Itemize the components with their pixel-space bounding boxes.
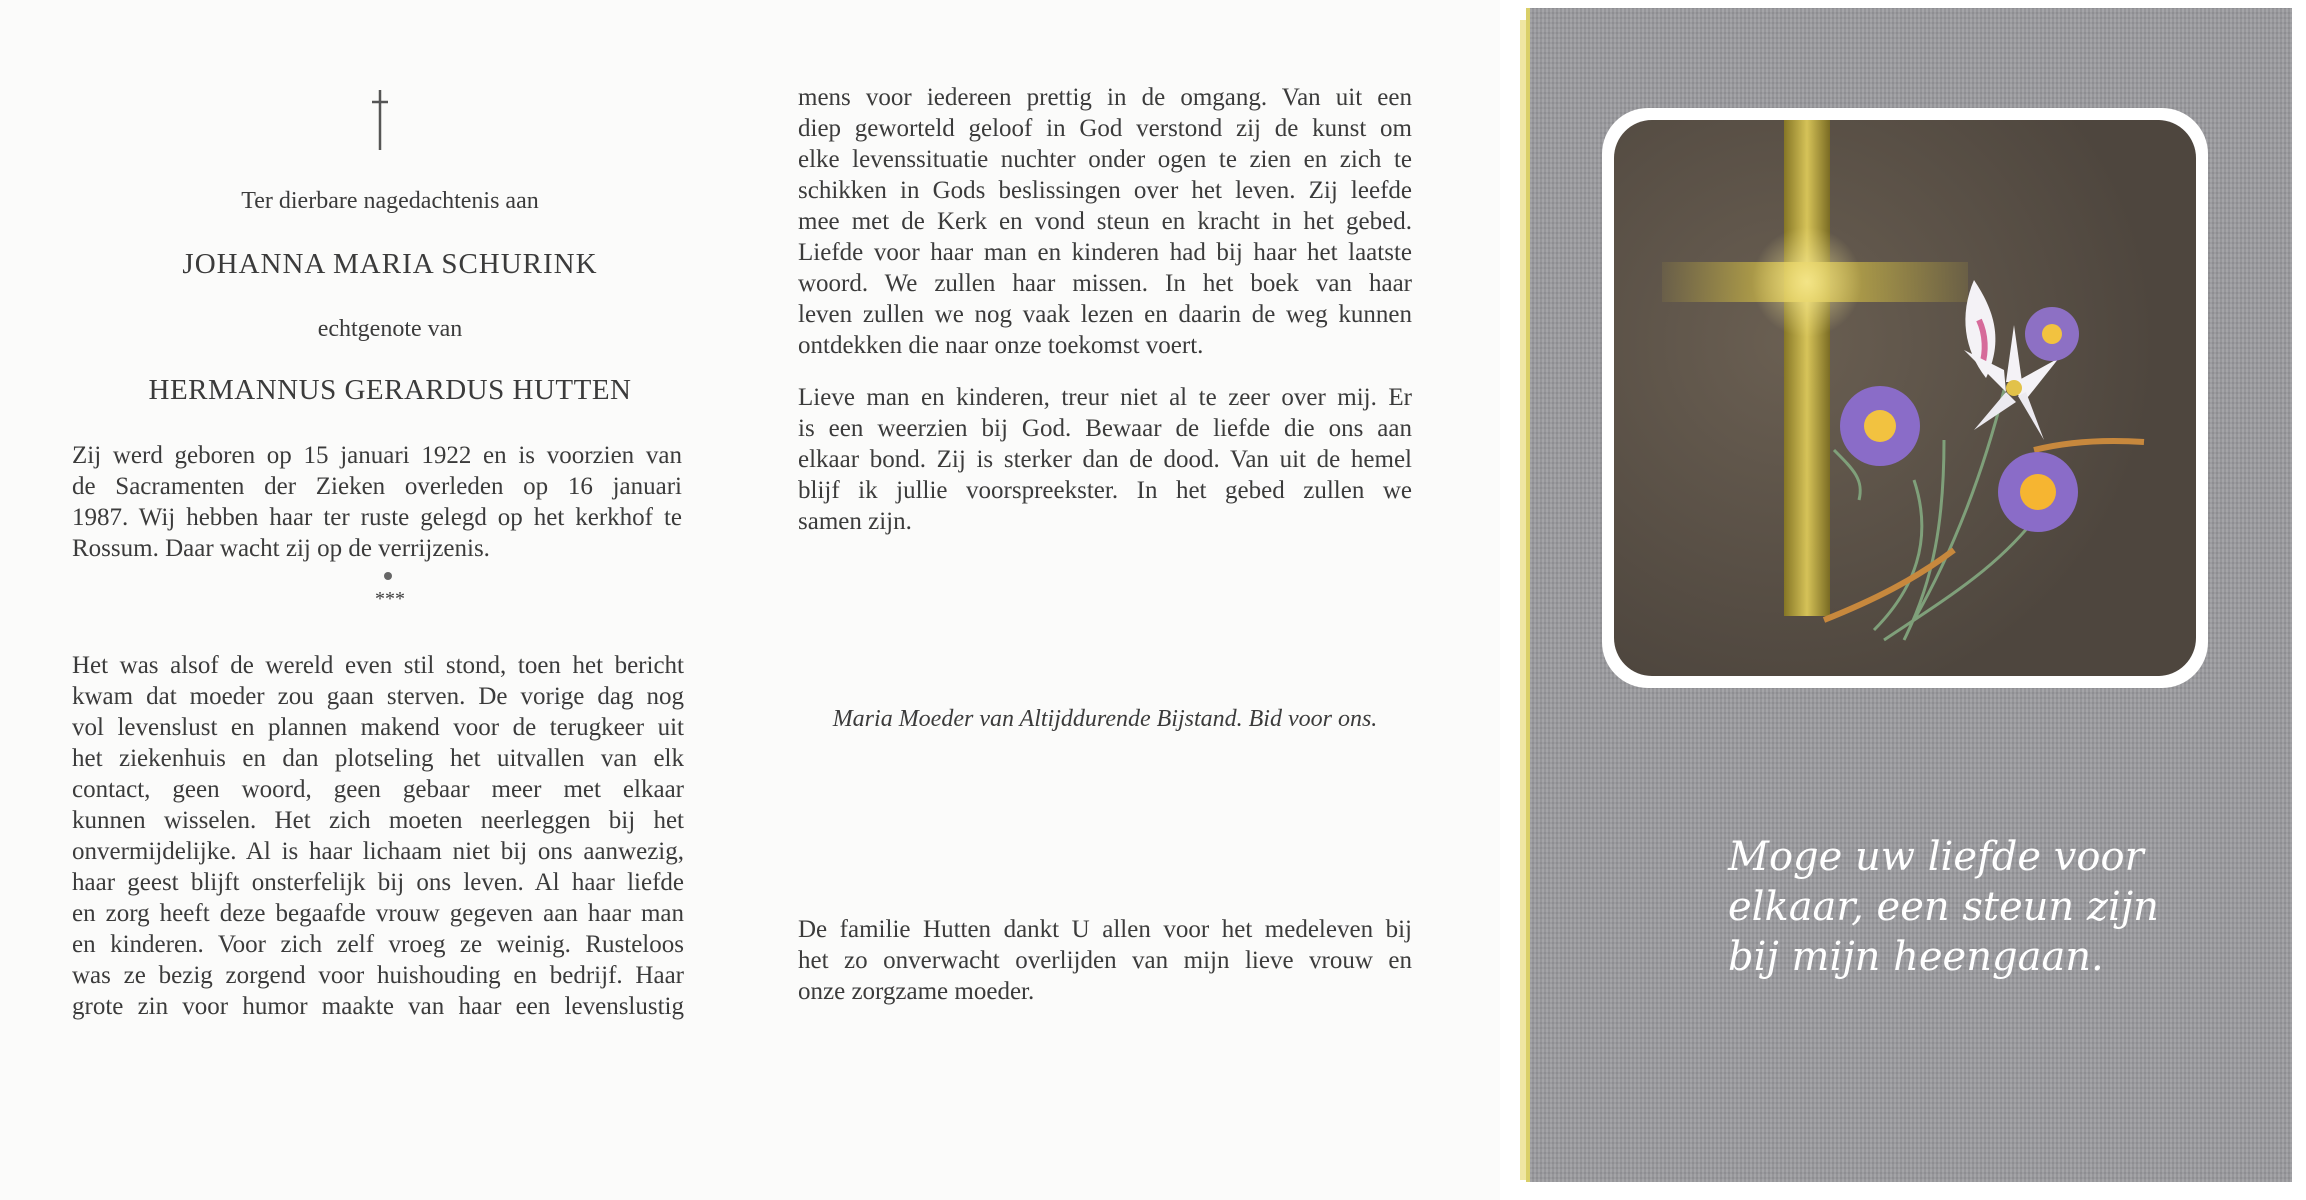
text-line: het zo onverwacht overlijden van mijn lieve vrouw en (798, 947, 1412, 974)
tribute-paragraph (72, 650, 684, 1022)
text-line: leven zullen we nog vaak lezen en daarin de weg kunnen (798, 301, 1412, 328)
text-line: elke levenssituatie nuchter onder ogen te zien en zich te (798, 146, 1412, 173)
purple-flower-left (1840, 386, 1920, 466)
text-line: Het was alsof de wereld even stil stond, toen het bericht (72, 652, 684, 679)
text-line: het ziekenhuis en dan plotseling het uitvallen van elk (72, 745, 684, 772)
text-line: grote zin voor humor maakte van haar een levenslustig (72, 993, 684, 1020)
text-line: en kinderen. Voor zich zelf vroeg ze weinig. Rusteloos (72, 931, 684, 958)
text-line: 1987. Wij hebben haar ter ruste gelegd op het kerkhof te (72, 504, 682, 531)
cover-illustration (1614, 120, 2196, 676)
text-line: onvermijdelijke. Al is haar lichaam niet bij ons aanwezig, (72, 838, 684, 865)
prayer-line: Maria Moeder van Altijddurende Bijstand. Bid voor ons. (832, 706, 1378, 732)
text-line: en zorg heeft deze begaafde vrouw gegeven aan haar man (72, 900, 684, 927)
memorial-card-cover (1530, 8, 2292, 1182)
text-line: was ze bezig zorgend voor huishouding en bedrijf. Haar (72, 962, 684, 989)
cross-vertical-beam (1784, 120, 1830, 616)
text-line: vol levenslust en plannen makend voor de terugkeer uit (72, 714, 684, 741)
purple-flower-bottom (1998, 452, 2078, 532)
text-line: blijf ik jullie voorspreekster. In het gebed zullen we (798, 477, 1412, 504)
text-line: mens voor iedereen prettig in de omgang. Van uit een (798, 84, 1412, 111)
text-line: is een weerzien bij God. Bewaar de liefde die ons aan (798, 415, 1412, 442)
text-line: De familie Hutten dankt U allen voor het medeleven bij (798, 916, 1412, 943)
separator-dot (384, 572, 392, 580)
motto-line: Moge uw liefde voor (1728, 834, 2144, 880)
motto-line: bij mijn heengaan. (1728, 934, 2104, 980)
farewell-paragraph (798, 382, 1412, 537)
card-edge (1520, 20, 1526, 1180)
birth-paragraph (72, 440, 682, 564)
text-line: Liefde voor haar man en kinderen had bij haar het laatste (798, 239, 1412, 266)
crucifix-icon (370, 88, 390, 152)
text-line: haar geest blijft onsterfelijk bij ons leven. Al haar liefde (72, 869, 684, 896)
spouse-name: HERMANNUS GERARDUS HUTTEN (148, 374, 632, 406)
text-line: onze zorgzame moeder. (798, 978, 1035, 1005)
continued-paragraph (798, 82, 1412, 361)
text-line: contact, geen woord, geen gebaar meer met elkaar (72, 776, 684, 803)
text-line: Lieve man en kinderen, treur niet al te zeer over mij. Er (798, 384, 1412, 411)
text-line: Zij werd geboren op 15 januari 1922 en is voorzien van (72, 442, 682, 469)
motto-line: elkaar, een steun zijn (1728, 884, 2159, 930)
thanks-paragraph (798, 914, 1412, 1007)
text-line: kwam dat moeder zou gaan sterven. De vorige dag nog (72, 683, 684, 710)
text-line: samen zijn. (798, 508, 912, 535)
intro-text: Ter dierbare nagedachtenis aan (241, 188, 539, 214)
text-line: woord. We zullen haar missen. In het boek van haar (798, 270, 1412, 297)
text-line: elkaar bond. Zij is sterker dan de dood. Van uit de hemel (798, 446, 1412, 473)
text-line: mee met de Kerk en vond steun en kracht in het gebed. (798, 208, 1412, 235)
text-line: schikken in Gods beslissingen over het leven. Zij leefde (798, 177, 1412, 204)
text-line: de Sacramenten der Zieken overleden op 16 januari (72, 473, 682, 500)
deceased-name: JOHANNA MARIA SCHURINK (182, 248, 598, 280)
cross-with-flowers-illustration (1614, 120, 2196, 676)
text-line: diep geworteld geloof in God verstond zij de kunst om (798, 115, 1412, 142)
text-line: kunnen wisselen. Het zich moeten neerleggen bij het (72, 807, 684, 834)
purple-flower-top (2025, 307, 2079, 361)
cover-motto (1728, 832, 2168, 982)
text-line: Rossum. Daar wacht zij op de verrijzenis. (72, 535, 490, 562)
spouse-label: echtgenote van (317, 316, 463, 342)
text-line: ontdekken die naar onze toekomst voert. (798, 332, 1204, 359)
separator: *** (375, 588, 405, 610)
